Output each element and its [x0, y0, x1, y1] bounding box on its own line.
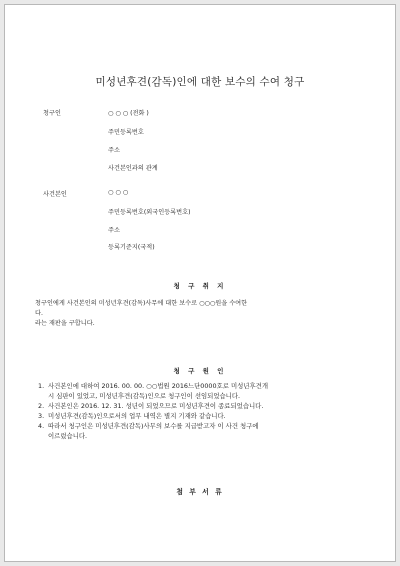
reason-text-continued: 시 심판이 있었고, 미성년후견(감독)인으로 청구인이 선임되었습니다.	[48, 392, 241, 400]
reason-text-continued: 이르렀습니다.	[48, 432, 88, 440]
purpose-line-1: 청구인에게 사건본인의 미성년후견(감독)사무에 대한 보수로 ○○○원을 수여한	[35, 300, 248, 307]
subject-id-label: 주민등록번호(외국인등록번호)	[108, 209, 191, 216]
purpose-text	[35, 299, 370, 329]
applicant-id-label: 주민등록번호	[108, 129, 144, 136]
reason-item-3	[38, 411, 368, 421]
reason-number: 2.	[38, 402, 45, 410]
subject-label: 사건본인	[43, 191, 67, 198]
reason-number: 4.	[38, 422, 45, 430]
applicant-address-label: 주소	[108, 147, 120, 154]
applicant-name-line: ○ ○ ○ (전화 )	[108, 110, 149, 117]
reason-text: 사건본인에 대하여 2016. 00. 00. ○○법원 2016느단0000호로 미성년후견개	[48, 382, 268, 390]
purpose-line-3: 라는 재판을 구합니다.	[35, 320, 95, 327]
reason-text: 사건본인은 2016. 12. 31. 성년이 되었으므로 미성년후견이 종료되었습니다.	[48, 402, 264, 410]
reason-item-2	[38, 401, 368, 411]
subject-registry-label: 등록기준지(국적)	[108, 244, 155, 251]
reason-item-1	[38, 381, 368, 401]
applicant-relation-label: 사건본인과의 관계	[108, 165, 158, 172]
reason-number: 3.	[38, 412, 45, 420]
attachments-heading: 첨 부 서 류	[176, 488, 224, 496]
document-page	[4, 4, 396, 562]
reasons-list	[38, 381, 368, 441]
purpose-heading: 청 구 취 지	[173, 282, 227, 290]
reason-number: 1.	[38, 382, 45, 390]
reason-text: 미성년후견(감독)인으로서의 업무 내역은 별지 기재와 같습니다.	[48, 412, 226, 420]
subject-name-line: ○ ○ ○	[108, 189, 129, 196]
reason-item-4	[38, 421, 368, 441]
purpose-line-2: 다.	[35, 310, 43, 317]
applicant-label: 청구인	[43, 110, 61, 117]
reasons-heading: 청 구 원 인	[173, 367, 227, 375]
subject-address-label: 주소	[108, 227, 120, 234]
document-title: 미성년후견(감독)인에 대한 보수의 수여 청구	[95, 76, 305, 88]
reason-text: 따라서 청구인은 미성년후견(감독)사무의 보수를 지급받고자 이 사건 청구에	[48, 422, 259, 430]
